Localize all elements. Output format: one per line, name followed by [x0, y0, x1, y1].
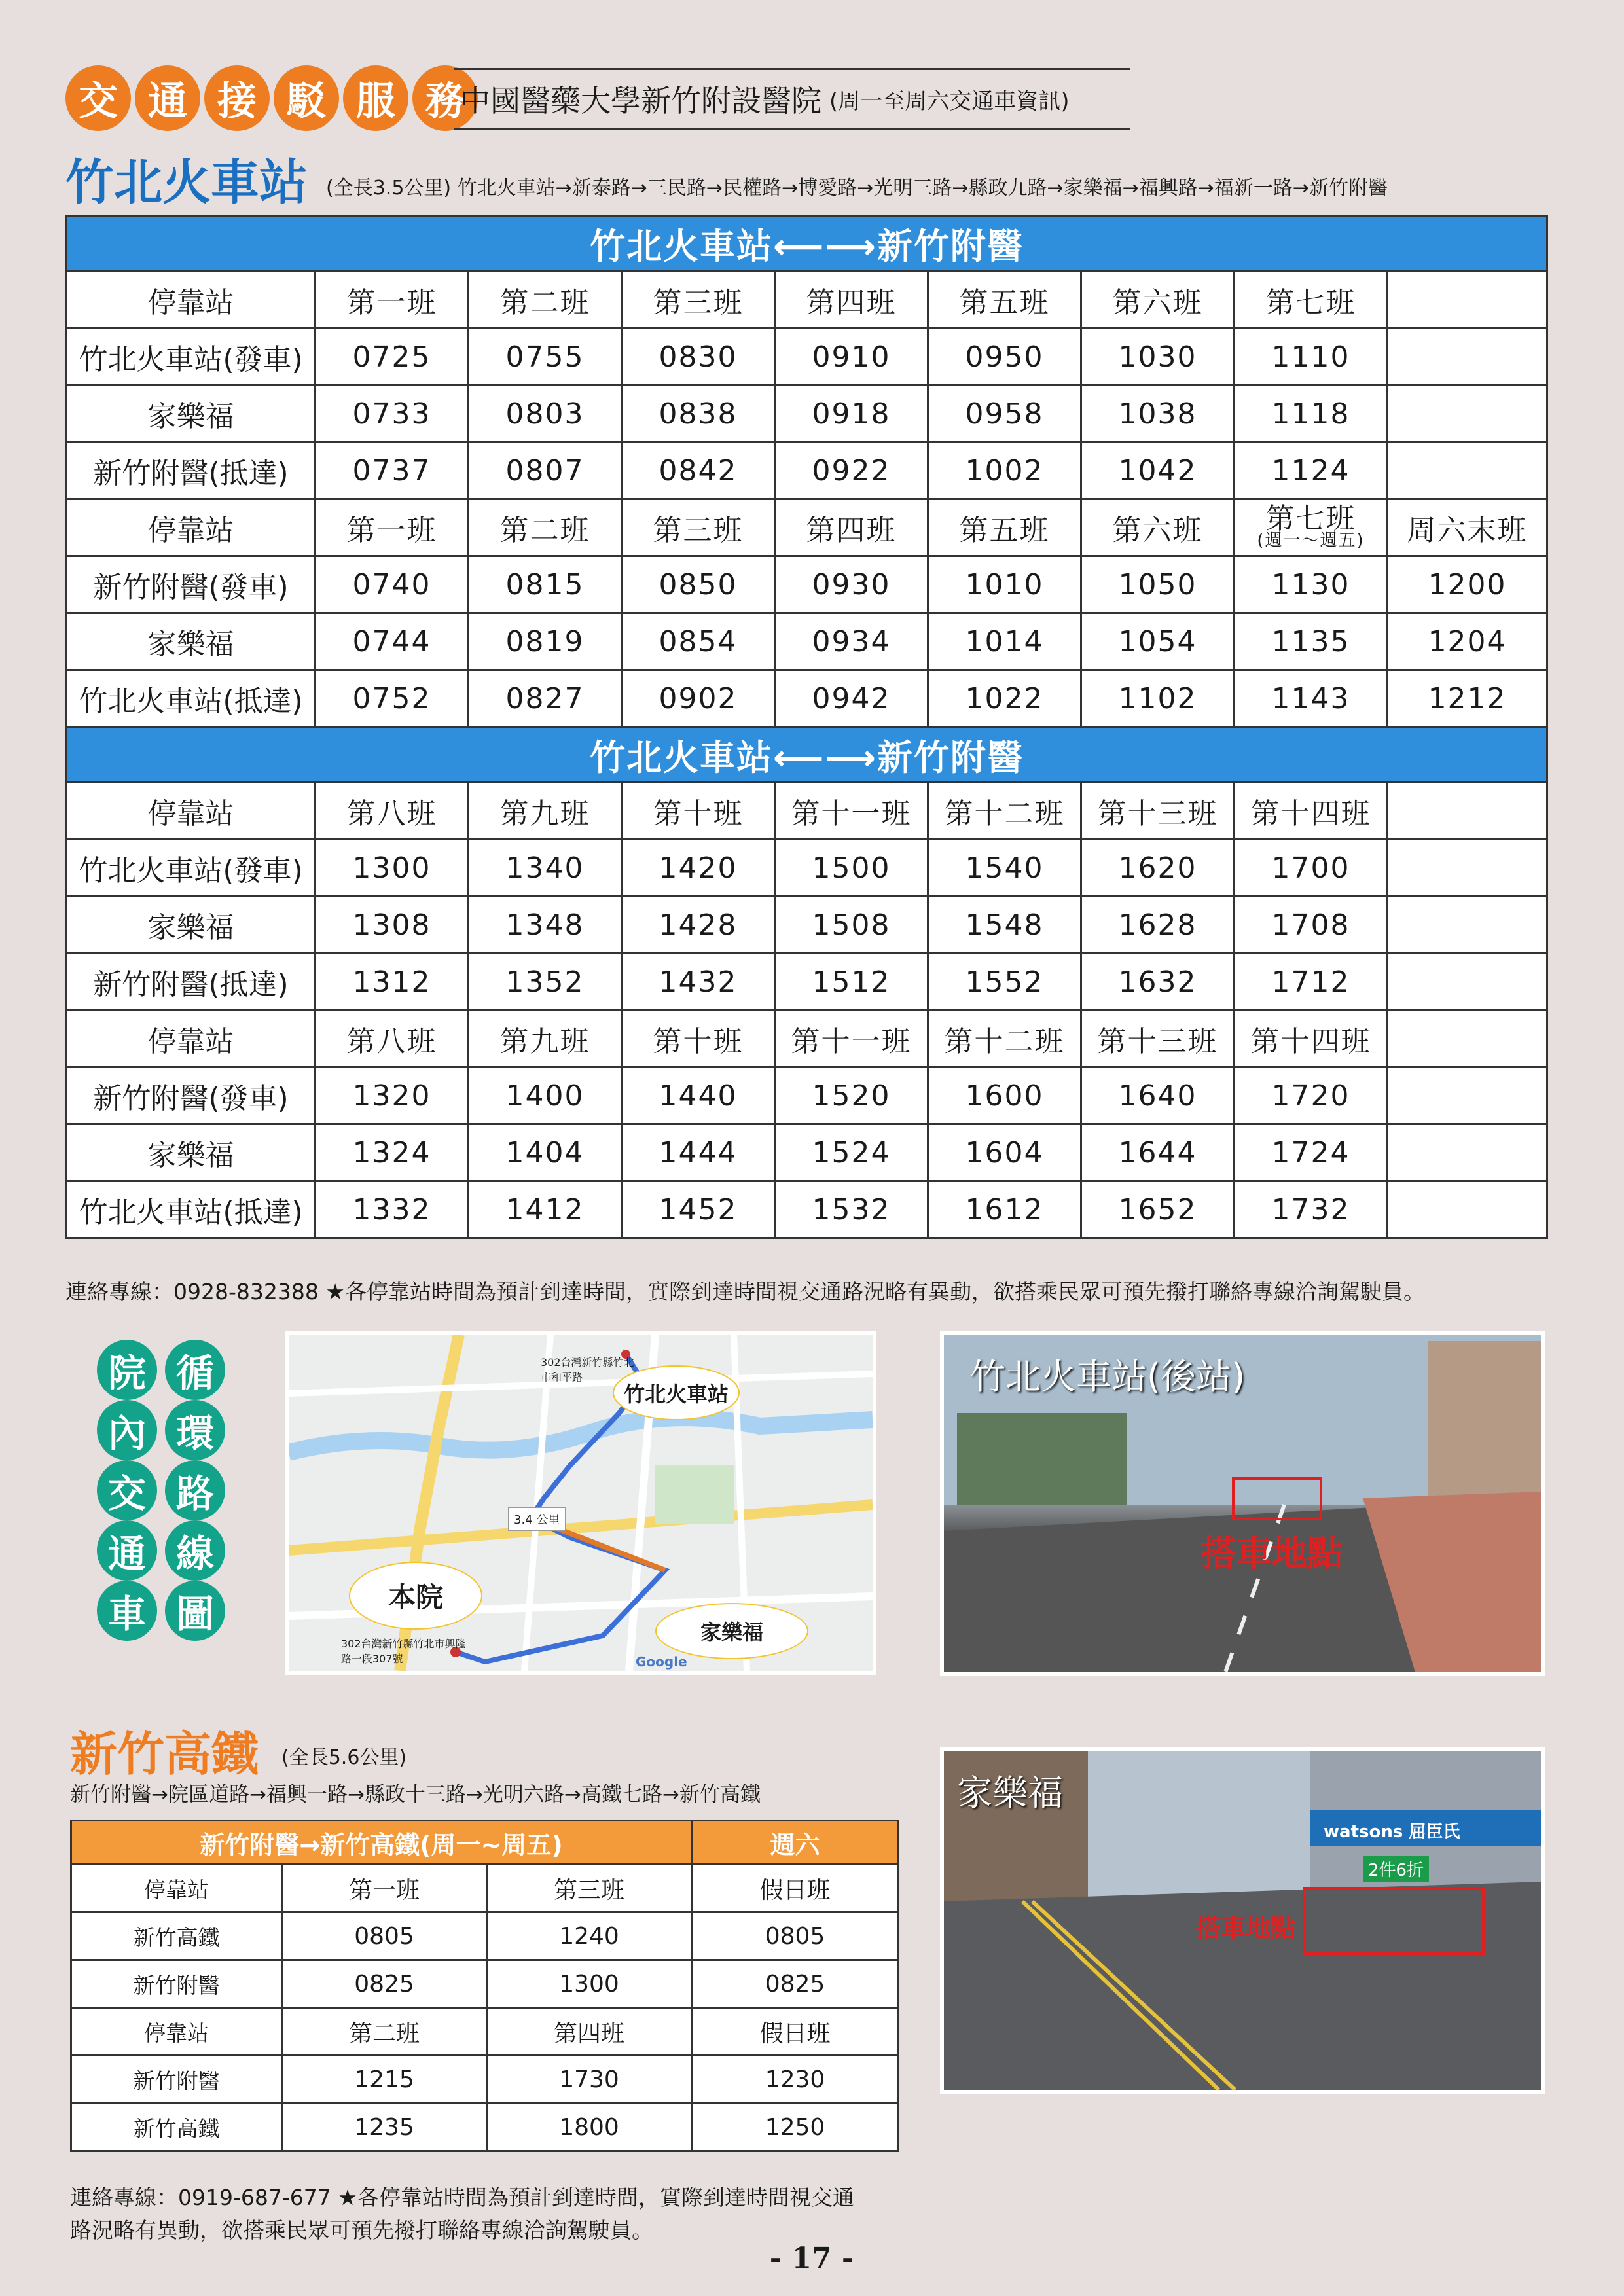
- badge-char: 交: [65, 65, 131, 131]
- time-cell: 1308: [316, 897, 469, 954]
- run-header: 第十四班: [1235, 783, 1388, 840]
- header-row: [71, 1865, 899, 1912]
- time-cell: 1400: [469, 1067, 622, 1124]
- time-cell: 1428: [622, 897, 775, 954]
- time-cell: [1388, 1067, 1547, 1124]
- time-cell: 1038: [1081, 386, 1235, 442]
- run-header: 第六班: [1081, 272, 1235, 329]
- time-cell: 1712: [1235, 954, 1388, 1011]
- time-cell: 1548: [928, 897, 1081, 954]
- time-cell: 0910: [775, 329, 928, 386]
- time-cell: [1388, 1124, 1547, 1181]
- hsr-length: (全長5.6公里): [281, 1746, 407, 1769]
- table-row: [67, 613, 1547, 670]
- run-header: 第六班: [1081, 499, 1235, 556]
- time-cell: 0803: [469, 386, 622, 442]
- run-header-seventh: [1235, 499, 1388, 556]
- loop-char: 循: [165, 1340, 225, 1400]
- time-cell: 1700: [1235, 840, 1388, 897]
- loop-char: 內: [97, 1400, 157, 1460]
- run-header: 第九班: [469, 783, 622, 840]
- service-badge: [65, 65, 478, 131]
- time-cell: 1628: [1081, 897, 1235, 954]
- badge-char: 服: [343, 65, 408, 131]
- time-cell: 1520: [775, 1067, 928, 1124]
- time-cell: 1652: [1081, 1181, 1235, 1238]
- stop-header: 停靠站: [71, 2008, 282, 2056]
- run-header: 第十二班: [928, 783, 1081, 840]
- time-cell: 1532: [775, 1181, 928, 1238]
- table-row: [67, 954, 1547, 1011]
- run-header: [1388, 783, 1547, 840]
- time-cell: 1604: [928, 1124, 1081, 1181]
- run-header: 第四班: [775, 272, 928, 329]
- time-cell: 0838: [622, 386, 775, 442]
- time-cell: 1612: [928, 1181, 1081, 1238]
- table-row: [67, 329, 1547, 386]
- stop-name: 家樂福: [67, 897, 316, 954]
- time-cell: 0752: [316, 670, 469, 727]
- time-cell: 0950: [928, 329, 1081, 386]
- header-row: [67, 1011, 1547, 1067]
- time-cell: 1200: [1388, 556, 1547, 613]
- time-cell: 1240: [487, 1912, 692, 1960]
- time-cell: 0805: [282, 1912, 487, 1960]
- time-cell: 1512: [775, 954, 928, 1011]
- run-header: 第五班: [928, 499, 1081, 556]
- time-cell: 1444: [622, 1124, 775, 1181]
- map-label-station: 竹北火車站: [613, 1365, 740, 1420]
- stop-header: 停靠站: [67, 783, 316, 840]
- time-cell: 0842: [622, 442, 775, 499]
- hsr-note-line1: 連絡專線：0919-687-677 ★各停靠站時間為預計到達時間，實際到達時間視交通: [70, 2185, 854, 2210]
- run-header: 第一班: [282, 1865, 487, 1912]
- time-cell: 0755: [469, 329, 622, 386]
- run-header: 第十三班: [1081, 1011, 1235, 1067]
- time-cell: [1388, 954, 1547, 1011]
- time-cell: [1388, 1181, 1547, 1238]
- run-header: 第十四班: [1235, 1011, 1388, 1067]
- run-header: 第二班: [282, 2008, 487, 2056]
- photo2-caption: 家樂福: [957, 1772, 1063, 1814]
- time-cell: 1632: [1081, 954, 1235, 1011]
- zhubei-route: (全長3.5公里) 竹北火車站→新泰路→三民路→民權路→博愛路→光明三路→縣政九路→家樂福→福興路→福新一路→新竹附醫: [326, 177, 1388, 200]
- hsr-header-band: [71, 1821, 899, 1865]
- time-cell: 1022: [928, 670, 1081, 727]
- stop-header: 停靠站: [67, 1011, 316, 1067]
- time-cell: [1388, 897, 1547, 954]
- sale-sign: 2件6折: [1363, 1856, 1429, 1882]
- table-row: [67, 1124, 1547, 1181]
- run-header: 第八班: [316, 783, 469, 840]
- time-cell: 1800: [487, 2104, 692, 2151]
- badge-char: 駁: [274, 65, 339, 131]
- loop-char: 交: [97, 1460, 157, 1520]
- band-header: [67, 727, 1547, 783]
- run-header: 第十二班: [928, 1011, 1081, 1067]
- time-cell: 1352: [469, 954, 622, 1011]
- header-row: [67, 272, 1547, 329]
- time-cell: 1010: [928, 556, 1081, 613]
- loop-char: 路: [165, 1460, 225, 1520]
- time-cell: 1720: [1235, 1067, 1388, 1124]
- stop-name: 新竹附醫: [71, 1960, 282, 2008]
- table-row: [71, 2056, 899, 2104]
- run-header: 第十三班: [1081, 783, 1235, 840]
- time-cell: 1724: [1235, 1124, 1388, 1181]
- loop-char: 線: [165, 1520, 225, 1581]
- stop-name: 新竹附醫(抵達): [67, 954, 316, 1011]
- time-cell: 1524: [775, 1124, 928, 1181]
- run-header: 第三班: [622, 499, 775, 556]
- run-header: 周六末班: [1388, 499, 1547, 556]
- time-cell: 1340: [469, 840, 622, 897]
- hsr-timetable: [70, 1820, 899, 2152]
- time-cell: 1054: [1081, 613, 1235, 670]
- time-cell: 0815: [469, 556, 622, 613]
- time-cell: 0825: [282, 1960, 487, 2008]
- run-header-label: 第七班: [1265, 502, 1356, 535]
- time-cell: 1420: [622, 840, 775, 897]
- hsr-weekday-header: 新竹附醫→新竹高鐵(周一~周五): [71, 1821, 692, 1865]
- badge-char: 務: [412, 65, 478, 131]
- run-header: 第五班: [928, 272, 1081, 329]
- time-cell: [1388, 840, 1547, 897]
- time-cell: 0807: [469, 442, 622, 499]
- stop-name: 新竹附醫: [71, 2056, 282, 2104]
- stop-name: 新竹附醫(發車): [67, 1067, 316, 1124]
- run-header: [1388, 272, 1547, 329]
- time-cell: 1102: [1081, 670, 1235, 727]
- time-cell: 1324: [316, 1124, 469, 1181]
- run-header: 第二班: [469, 272, 622, 329]
- badge-char: 接: [204, 65, 270, 131]
- photo2-pickup: 搭車地點: [1196, 1914, 1296, 1943]
- photo-zhubei-station: [940, 1331, 1545, 1676]
- time-cell: 1312: [316, 954, 469, 1011]
- loop-char: 通: [97, 1520, 157, 1581]
- time-cell: 1042: [1081, 442, 1235, 499]
- run-header: 第十班: [622, 783, 775, 840]
- time-cell: 1143: [1235, 670, 1388, 727]
- time-cell: 1230: [692, 2056, 899, 2104]
- loop-char: 車: [97, 1581, 157, 1641]
- shop-sign: watsons 屈臣氏: [1324, 1822, 1460, 1842]
- time-cell: 1014: [928, 613, 1081, 670]
- stop-name: 竹北火車站(抵達): [67, 1181, 316, 1238]
- table-row: [67, 442, 1547, 499]
- stop-name: 新竹附醫(發車): [67, 556, 316, 613]
- map-label-carrefour: 家樂福: [655, 1603, 808, 1659]
- zhubei-timetable: [65, 215, 1548, 1239]
- time-cell: 0854: [622, 613, 775, 670]
- loop-char: 院: [97, 1340, 157, 1400]
- stop-header: 停靠站: [71, 1865, 282, 1912]
- time-cell: 1452: [622, 1181, 775, 1238]
- time-cell: 0725: [316, 329, 469, 386]
- stop-name: 新竹高鐵: [71, 2104, 282, 2151]
- table-row: [67, 897, 1547, 954]
- time-cell: 1215: [282, 2056, 487, 2104]
- distance-chip: 3.4 公里: [508, 1507, 566, 1531]
- stop-name: 新竹附醫(抵達): [67, 442, 316, 499]
- band-title: 竹北火車站⟵⟶新竹附醫: [67, 727, 1547, 783]
- run-header: 第二班: [469, 499, 622, 556]
- table-row: [71, 1912, 899, 1960]
- time-cell: 1640: [1081, 1067, 1235, 1124]
- time-cell: 0733: [316, 386, 469, 442]
- time-cell: 0902: [622, 670, 775, 727]
- time-cell: 0819: [469, 613, 622, 670]
- time-cell: 0830: [622, 329, 775, 386]
- time-cell: 1620: [1081, 840, 1235, 897]
- stop-name: 家樂福: [67, 386, 316, 442]
- stop-header: 停靠站: [67, 272, 316, 329]
- table-row: [67, 556, 1547, 613]
- run-header: 第十一班: [775, 783, 928, 840]
- time-cell: 1332: [316, 1181, 469, 1238]
- time-cell: 1708: [1235, 897, 1388, 954]
- time-cell: [1388, 442, 1547, 499]
- time-cell: 0827: [469, 670, 622, 727]
- time-cell: 1732: [1235, 1181, 1388, 1238]
- run-header: 第四班: [775, 499, 928, 556]
- time-cell: 1552: [928, 954, 1081, 1011]
- time-cell: 1130: [1235, 556, 1388, 613]
- time-cell: 0805: [692, 1912, 899, 1960]
- time-cell: 1644: [1081, 1124, 1235, 1181]
- zhubei-contact-note: 連絡專線：0928-832388 ★各停靠站時間為預計到達時間，實際到達時間視交通路況略有異動，欲搭乘民眾可預先撥打聯絡專線洽詢駕駛員。: [65, 1279, 1425, 1304]
- time-cell: 1600: [928, 1067, 1081, 1124]
- table-row: [67, 386, 1547, 442]
- time-cell: 1050: [1081, 556, 1235, 613]
- run-header: 第一班: [316, 272, 469, 329]
- photo1-caption: 竹北火車站(後站): [970, 1356, 1246, 1397]
- run-header: [1388, 1011, 1547, 1067]
- map-address-bottom: 302台灣新竹縣竹北市興隆路一段307號: [341, 1638, 466, 1665]
- table-row: [67, 1181, 1547, 1238]
- page-number: - 17 -: [769, 2242, 854, 2275]
- run-header: 第四班: [487, 2008, 692, 2056]
- header-row: [67, 783, 1547, 840]
- pickup-box: [1232, 1477, 1322, 1520]
- time-cell: 0922: [775, 442, 928, 499]
- table-row: [71, 1960, 899, 2008]
- time-cell: 0850: [622, 556, 775, 613]
- photo-carrefour: [940, 1747, 1545, 2094]
- time-cell: [1388, 329, 1547, 386]
- band-title: 竹北火車站⟵⟶新竹附醫: [67, 216, 1547, 272]
- run-header: 第七班: [1235, 272, 1388, 329]
- map-label-hospital: 本院: [349, 1562, 482, 1630]
- run-header: 第三班: [487, 1865, 692, 1912]
- zhubei-title: 竹北火車站: [65, 154, 308, 211]
- table-row: [67, 840, 1547, 897]
- run-header-sub: (週一～週五): [1257, 531, 1365, 550]
- time-cell: 1300: [487, 1960, 692, 2008]
- google-logo: Google: [636, 1654, 687, 1670]
- time-cell: 1118: [1235, 386, 1388, 442]
- loop-char: 環: [165, 1400, 225, 1460]
- time-cell: 1212: [1388, 670, 1547, 727]
- table-row: [71, 2104, 899, 2151]
- stop-name: 竹北火車站(發車): [67, 329, 316, 386]
- hsr-saturday-header: 週六: [692, 1821, 899, 1865]
- route-map: [285, 1331, 876, 1675]
- time-cell: 0825: [692, 1960, 899, 2008]
- band-header: [67, 216, 1547, 272]
- time-cell: 1320: [316, 1067, 469, 1124]
- table-row: [67, 670, 1547, 727]
- photo1-pickup: 搭車地點: [1201, 1533, 1343, 1574]
- time-cell: 1540: [928, 840, 1081, 897]
- time-cell: 0934: [775, 613, 928, 670]
- hospital-note: (周一至周六交通車資訊): [829, 88, 1070, 115]
- stop-name: 家樂福: [67, 1124, 316, 1181]
- stop-name: 家樂福: [67, 613, 316, 670]
- time-cell: 0740: [316, 556, 469, 613]
- header-row: [67, 499, 1547, 556]
- time-cell: 1432: [622, 954, 775, 1011]
- stop-name: 新竹高鐵: [71, 1912, 282, 1960]
- loop-route-badge: [97, 1340, 225, 1641]
- time-cell: 0744: [316, 613, 469, 670]
- time-cell: 1250: [692, 2104, 899, 2151]
- stop-name: 竹北火車站(發車): [67, 840, 316, 897]
- time-cell: 0918: [775, 386, 928, 442]
- time-cell: 1002: [928, 442, 1081, 499]
- table-row: [67, 1067, 1547, 1124]
- time-cell: 1412: [469, 1181, 622, 1238]
- map-address-top: 302台灣新竹縣竹北市和平路: [541, 1356, 634, 1384]
- hospital-name: 中國醫藥大學新竹附設醫院: [460, 83, 821, 118]
- hsr-title: 新竹高鐵: [70, 1727, 259, 1782]
- time-cell: [1388, 386, 1547, 442]
- time-cell: 1124: [1235, 442, 1388, 499]
- time-cell: 1404: [469, 1124, 622, 1181]
- time-cell: 0942: [775, 670, 928, 727]
- run-header: 假日班: [692, 2008, 899, 2056]
- time-cell: 1110: [1235, 329, 1388, 386]
- hospital-header: [454, 68, 1130, 130]
- time-cell: 1235: [282, 2104, 487, 2151]
- time-cell: 1204: [1388, 613, 1547, 670]
- run-header: 假日班: [692, 1865, 899, 1912]
- stop-name: 竹北火車站(抵達): [67, 670, 316, 727]
- run-header: 第三班: [622, 272, 775, 329]
- badge-char: 通: [135, 65, 200, 131]
- loop-char: 圖: [165, 1581, 225, 1641]
- run-header: 第一班: [316, 499, 469, 556]
- run-header: 第十一班: [775, 1011, 928, 1067]
- time-cell: 0930: [775, 556, 928, 613]
- run-header: 第九班: [469, 1011, 622, 1067]
- time-cell: 1030: [1081, 329, 1235, 386]
- time-cell: 0958: [928, 386, 1081, 442]
- pickup-box: [1303, 1887, 1485, 1955]
- run-header: 第八班: [316, 1011, 469, 1067]
- time-cell: 1300: [316, 840, 469, 897]
- run-header: 第十班: [622, 1011, 775, 1067]
- hsr-route: 新竹附醫→院區道路→福興一路→縣政十三路→光明六路→高鐵七路→新竹高鐵: [70, 1783, 761, 1806]
- time-cell: 1730: [487, 2056, 692, 2104]
- time-cell: 0737: [316, 442, 469, 499]
- stop-header: 停靠站: [67, 499, 316, 556]
- time-cell: 1500: [775, 840, 928, 897]
- time-cell: 1135: [1235, 613, 1388, 670]
- time-cell: 1440: [622, 1067, 775, 1124]
- hsr-note-line2: 路況略有異動，欲搭乘民眾可預先撥打聯絡專線洽詢駕駛員。: [70, 2217, 653, 2243]
- time-cell: 1348: [469, 897, 622, 954]
- header-row: [71, 2008, 899, 2056]
- time-cell: 1508: [775, 897, 928, 954]
